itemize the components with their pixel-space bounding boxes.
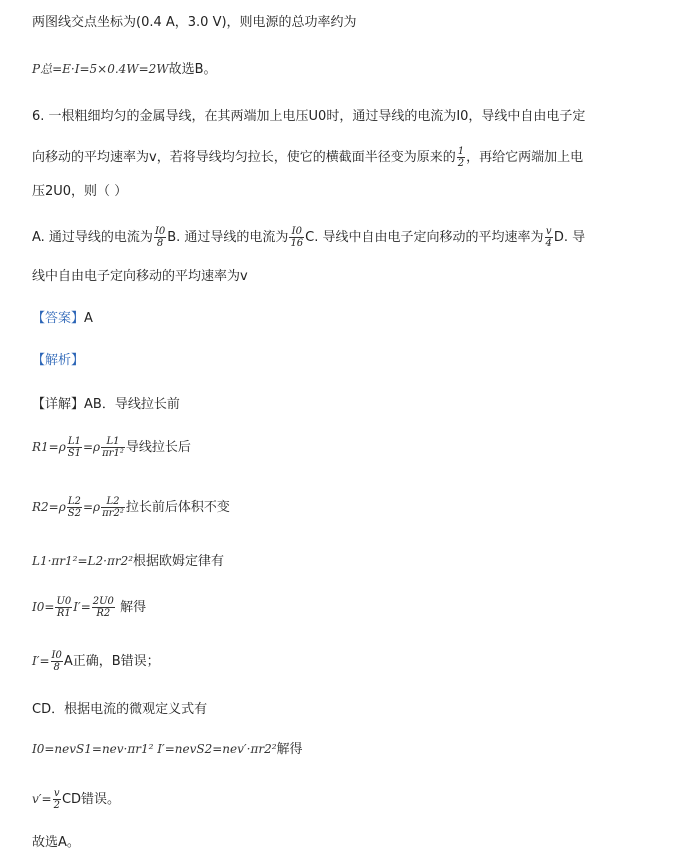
fraction-numerator: U0 <box>56 596 72 607</box>
answer-value: A <box>84 311 93 326</box>
power-formula: P总=E·I=5×0.4W=2W <box>32 62 169 76</box>
fraction-denominator: R2 <box>96 608 111 619</box>
detail-line <box>32 396 180 414</box>
r2-formula-line <box>32 496 230 519</box>
fraction-denominator: S1 <box>67 448 81 459</box>
fraction-denominator: πr1² <box>102 448 124 459</box>
fraction-numerator: L1 <box>67 436 81 447</box>
i0-lhs: I0= <box>32 600 55 614</box>
i0-frac <box>55 596 72 619</box>
analysis-label-text: 【解析】 <box>32 353 85 368</box>
result-lhs: I′= <box>32 654 50 668</box>
ohm-line <box>32 596 146 619</box>
r2-lhs: R2=ρ <box>32 500 66 514</box>
option-a: A. 通过导线的电流为 <box>32 230 153 245</box>
cd-tail: 解得 <box>276 742 303 757</box>
fraction-numerator: 1 <box>457 146 465 157</box>
fraction-numerator: I0 <box>51 650 62 661</box>
fraction-numerator: 2U0 <box>92 596 114 607</box>
result-line <box>32 650 160 673</box>
option-c-fraction <box>545 226 553 249</box>
question-stem-3: 压2U0，则（ ） <box>32 184 128 199</box>
volume-line <box>32 552 224 571</box>
stem-2a: 向移动的平均速率为v，若将导线均匀拉长，使它的横截面半径变为原来的 <box>32 150 456 165</box>
fraction-numerator: v <box>53 788 60 799</box>
detail-label: 【详解】 <box>32 397 85 412</box>
fraction-denominator: 4 <box>545 238 552 249</box>
answer-line <box>32 310 93 328</box>
power-line <box>32 60 217 79</box>
fraction-denominator: 8 <box>53 662 60 673</box>
fraction-denominator: πr2² <box>102 508 124 519</box>
r1-formula-line <box>32 436 191 459</box>
fraction-numerator: L1 <box>101 436 125 448</box>
result-tail: A正确，B错误； <box>63 654 160 669</box>
r1-frac-2 <box>101 436 125 459</box>
cd-formula: I0=nevS1=nev·πr1² I′=nevS2=nev′·πr2² <box>32 742 277 756</box>
option-c: C. 导线中自由电子定向移动的平均速率为 <box>305 230 544 245</box>
options-line-1 <box>32 226 585 249</box>
v-result-line <box>32 788 120 811</box>
volume-tail: 根据欧姆定律有 <box>133 554 225 569</box>
r2-tail: 拉长前后体积不变 <box>125 500 230 515</box>
question-stem-1: 6. 一根粗细均匀的金属导线，在其两端加上电压U0时，通过导线的电流为I0，导线中自由电子定 <box>32 109 586 124</box>
fraction-denominator: 16 <box>290 238 304 249</box>
option-d: D. 导 <box>553 230 586 245</box>
ip-lhs: I′= <box>73 600 91 614</box>
r1-eq: =ρ <box>83 440 101 454</box>
r1-tail: 导线拉长后 <box>125 440 191 455</box>
power-tail: 故选B。 <box>168 62 217 77</box>
v-tail: CD错误。 <box>61 792 121 807</box>
fraction-numerator: I0 <box>154 226 166 237</box>
option-a-fraction <box>154 226 166 249</box>
detail-ab-intro: AB．导线拉长前 <box>84 397 180 412</box>
fraction-numerator: L2 <box>101 496 125 508</box>
result-frac <box>51 650 63 673</box>
fraction-denominator: S2 <box>67 508 81 519</box>
fraction-denominator: 8 <box>156 238 164 249</box>
fraction-numerator: I0 <box>289 226 304 238</box>
question-stem-2 <box>32 146 583 169</box>
option-b-fraction <box>289 226 304 249</box>
analysis-label <box>32 352 84 370</box>
volume-formula: L1·πr1²=L2·πr2² <box>32 554 134 568</box>
ohm-tail: 解得 <box>120 600 147 615</box>
ip-frac <box>92 596 115 619</box>
half-fraction <box>457 146 465 169</box>
option-b: B. 通过导线的电流为 <box>167 230 289 245</box>
v-frac <box>53 788 61 811</box>
cd-formula-line <box>32 740 303 759</box>
answer-label: 【答案】 <box>32 311 85 326</box>
fraction-numerator: v <box>545 226 552 237</box>
fraction-numerator: L2 <box>67 496 81 507</box>
r2-frac-2 <box>101 496 125 519</box>
final-answer: 故选A。 <box>32 835 80 850</box>
fraction-denominator: 2 <box>457 158 465 169</box>
cd-intro: CD．根据电流的微观定义式有 <box>32 702 208 717</box>
r2-eq: =ρ <box>83 500 101 514</box>
stem-2b: ，再给它两端加上电 <box>466 150 584 165</box>
r1-lhs: R1=ρ <box>32 440 66 454</box>
r2-frac-1 <box>67 496 82 519</box>
r1-frac-1 <box>67 436 82 459</box>
option-d-line2: 线中自由电子定向移动的平均速率为v <box>32 269 248 284</box>
fraction-denominator: R1 <box>56 608 71 619</box>
prev-intro: 两图线交点坐标为(0.4 A，3.0 V)，则电源的总功率约为 <box>32 15 357 30</box>
fraction-denominator: 2 <box>53 800 60 811</box>
v-lhs: v′= <box>32 792 52 806</box>
